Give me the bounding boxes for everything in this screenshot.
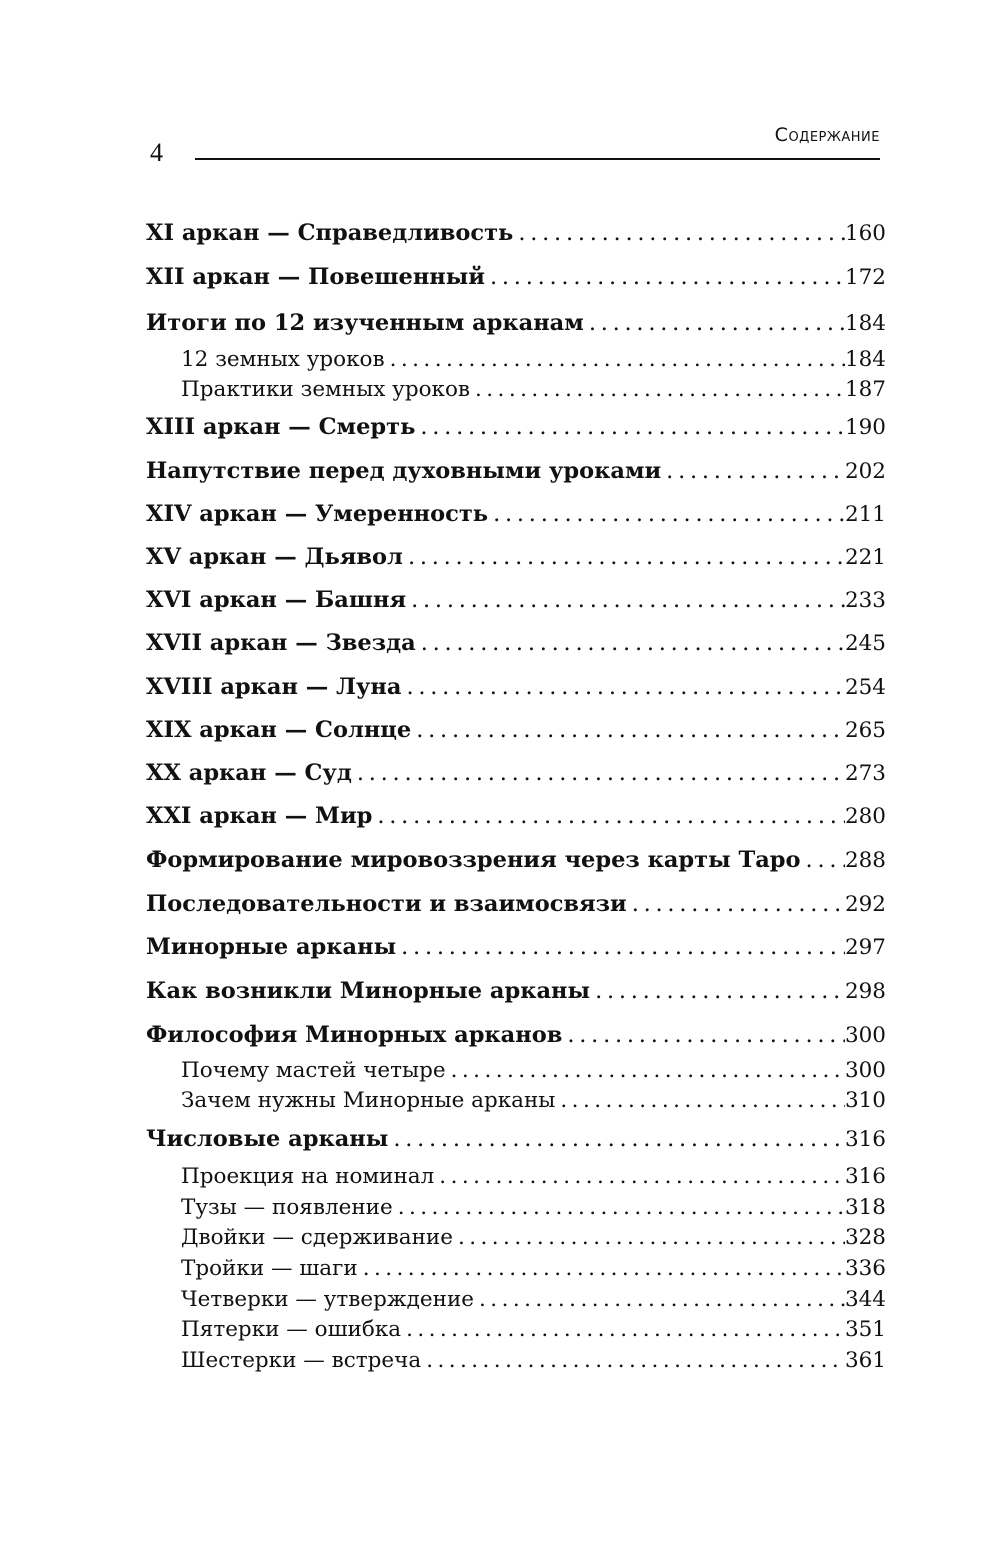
toc-entry-page: 172 — [844, 265, 886, 290]
toc-subentry — [146, 377, 886, 402]
toc-entry — [146, 674, 886, 700]
toc-entry-title: Зачем нужны Минорные арканы — [181, 1088, 556, 1113]
dot-leader — [513, 220, 845, 246]
toc-entry-page: 184 — [844, 347, 886, 372]
dot-leader — [584, 310, 845, 336]
toc-entry-page: 316 — [844, 1127, 886, 1152]
toc-subentry — [146, 1225, 886, 1250]
dot-leader — [406, 587, 845, 613]
dot-leader — [434, 1164, 845, 1189]
toc-entry-title: XX аркан — Суд — [146, 760, 352, 786]
toc-entry-page: 211 — [844, 502, 886, 527]
toc-subentry — [146, 1088, 886, 1113]
toc-entry-page: 310 — [844, 1088, 886, 1113]
toc-entry-title: Формирование мировоззрения через карты Таро — [146, 847, 801, 873]
toc-entry-title: XIV аркан — Умеренность — [146, 501, 489, 527]
toc-entry-title: XVII аркан — Звезда — [146, 630, 416, 656]
toc-entry-title: XVIII аркан — Луна — [146, 674, 402, 700]
dot-leader — [403, 544, 845, 570]
toc-entry-title: Пятерки — ошибка — [181, 1317, 402, 1342]
toc-entry-page: 233 — [844, 588, 886, 613]
toc-entry — [146, 760, 886, 786]
toc-entry-page: 190 — [844, 415, 886, 440]
toc-subentry — [146, 1164, 886, 1189]
dot-leader — [372, 803, 845, 829]
toc-entry — [146, 891, 886, 917]
dot-leader — [801, 847, 845, 873]
toc-entry-page: 297 — [844, 935, 886, 960]
toc-entry-page: 254 — [844, 675, 886, 700]
dot-leader — [396, 934, 845, 960]
toc-entry-page: 344 — [844, 1287, 886, 1312]
toc-entry-page: 328 — [844, 1225, 886, 1250]
toc-entry-page: 288 — [844, 848, 886, 873]
toc-entry-title: XIX аркан — Солнце — [146, 717, 412, 743]
toc-subentry — [146, 347, 886, 372]
toc-entry-page: 160 — [844, 221, 886, 246]
toc-entry-page: 245 — [844, 631, 886, 656]
toc-entry — [146, 717, 886, 743]
toc-entry — [146, 934, 886, 960]
toc-entry-title: Проекция на номинал — [181, 1164, 435, 1189]
dot-leader — [627, 891, 845, 917]
toc-entry-page: 300 — [844, 1023, 886, 1048]
dot-leader — [485, 264, 845, 290]
toc-entry-title: Числовые арканы — [146, 1126, 389, 1152]
toc-entry-title: XI аркан — Справедливость — [146, 220, 514, 246]
toc-entry-page: 280 — [844, 804, 886, 829]
dot-leader — [590, 978, 845, 1004]
toc-entry-page: 292 — [844, 892, 886, 917]
toc-entry — [146, 501, 886, 527]
toc-subentry — [146, 1058, 886, 1083]
toc-entry — [146, 1126, 886, 1152]
toc-entry-page: 336 — [844, 1256, 886, 1281]
dot-leader — [388, 1126, 845, 1152]
dot-leader — [661, 458, 845, 484]
toc-entry-title: Почему мастей четыре — [181, 1058, 446, 1083]
toc-entry-title: Тройки — шаги — [181, 1256, 358, 1281]
running-head-title: Содержание — [774, 124, 880, 146]
dot-leader — [421, 1348, 845, 1373]
toc-subentry — [146, 1287, 886, 1312]
dot-leader — [562, 1022, 845, 1048]
toc-entry-page: 298 — [844, 979, 886, 1004]
dot-leader — [411, 717, 845, 743]
toc-entry — [146, 978, 886, 1004]
dot-leader — [474, 1287, 845, 1312]
toc-entry-page: 316 — [844, 1164, 886, 1189]
toc-entry-page: 265 — [844, 718, 886, 743]
toc-entry-page: 187 — [844, 377, 886, 402]
toc-entry-title: 12 земных уроков — [181, 347, 385, 372]
toc-entry-title: Тузы — появление — [181, 1195, 393, 1220]
dot-leader — [416, 630, 845, 656]
toc-entry-title: Минорные арканы — [146, 934, 397, 960]
dot-leader — [415, 414, 845, 440]
toc-entry-page: 221 — [844, 545, 886, 570]
toc-entry — [146, 544, 886, 570]
toc-entry — [146, 264, 886, 290]
toc-entry-title: Напутствие перед духовными уроками — [146, 458, 662, 484]
toc-entry — [146, 630, 886, 656]
toc-entry-title: Философия Минорных арканов — [146, 1022, 563, 1048]
toc-entry — [146, 458, 886, 484]
toc-subentry — [146, 1348, 886, 1373]
toc-entry — [146, 1022, 886, 1048]
dot-leader — [470, 377, 845, 402]
toc-entry-page: 361 — [844, 1348, 886, 1373]
dot-leader — [401, 674, 845, 700]
toc-subentry — [146, 1195, 886, 1220]
toc-entry — [146, 803, 886, 829]
toc-entry — [146, 220, 886, 246]
dot-leader — [358, 1256, 845, 1281]
toc-entry-title: Практики земных уроков — [181, 377, 471, 402]
dot-leader — [453, 1225, 845, 1250]
toc-entry-title: XXI аркан — Мир — [146, 803, 373, 829]
toc-entry-title: Как возникли Минорные арканы — [146, 978, 591, 1004]
toc-entry-page: 351 — [844, 1317, 886, 1342]
toc-entry — [146, 587, 886, 613]
header-rule — [195, 158, 880, 160]
toc-entry-title: Итоги по 12 изученным арканам — [146, 310, 584, 336]
dot-leader — [393, 1195, 845, 1220]
toc-entry-page: 184 — [844, 311, 886, 336]
toc-entry-page: 273 — [844, 761, 886, 786]
toc-entry-title: XII аркан — Повешенный — [146, 264, 485, 290]
dot-leader — [401, 1317, 845, 1342]
toc-entry — [146, 310, 886, 336]
toc-entry-page: 300 — [844, 1058, 886, 1083]
dot-leader — [352, 760, 845, 786]
toc-subentry — [146, 1317, 886, 1342]
toc-entry-title: Четверки — утверждение — [181, 1287, 475, 1312]
toc-entry-title: XVI аркан — Башня — [146, 587, 407, 613]
dot-leader — [555, 1088, 845, 1113]
toc-entry — [146, 414, 886, 440]
toc-entry-title: Шестерки — встреча — [181, 1348, 422, 1373]
toc-entry-title: Двойки — сдерживание — [181, 1225, 453, 1250]
dot-leader — [488, 501, 845, 527]
toc-entry-title: Последовательности и взаимосвязи — [146, 891, 627, 917]
page-number: 4 — [150, 138, 163, 167]
toc-entry-page: 202 — [844, 459, 886, 484]
dot-leader — [385, 347, 845, 372]
dot-leader — [446, 1058, 845, 1083]
toc-subentry — [146, 1256, 886, 1281]
toc-entry-title: XIII аркан — Смерть — [146, 414, 416, 440]
toc-entry — [146, 847, 886, 873]
toc-entry-title: XV аркан — Дьявол — [146, 544, 403, 570]
toc-entry-page: 318 — [844, 1195, 886, 1220]
